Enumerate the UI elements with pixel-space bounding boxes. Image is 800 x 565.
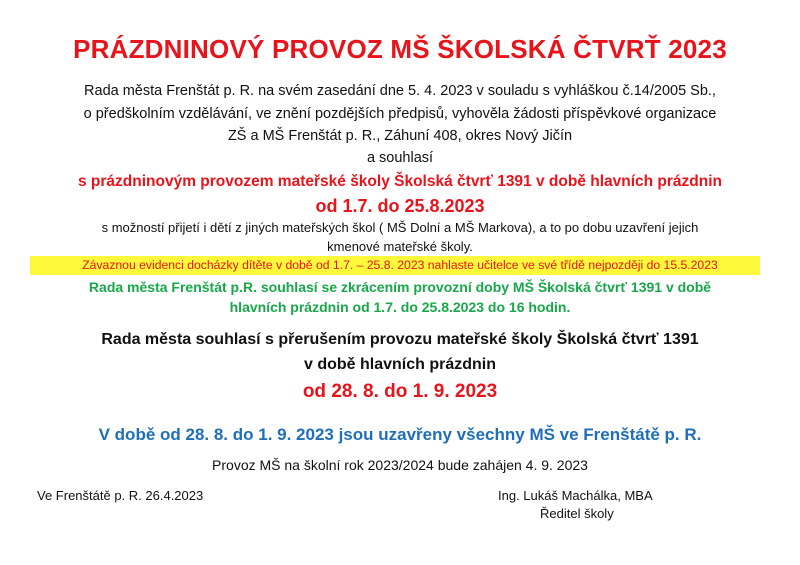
- closure-dates: od 28. 8. do 1. 9. 2023: [302, 381, 498, 402]
- summer-operation-line: s prázdninovým provozem mateřské školy Školská čtvrť 1391 v době hlavních prázdnin: [77, 173, 723, 190]
- interruption-line-2: v době hlavních prázdnin: [303, 356, 497, 373]
- intro-line-3: ZŠ a MŠ Frenštát p. R., Záhuní 408, okres Nový Jičín: [227, 128, 573, 144]
- note-line-1: s možností přijetí i dětí z jiných mateřských škol ( MŠ Dolní a MŠ Markova), a to po dobu uzavření jejich: [101, 220, 699, 235]
- note-line-2: kmenové mateřské školy.: [327, 239, 473, 254]
- signatory-name: Ing. Lukáš Machálka, MBA: [498, 488, 653, 503]
- intro-line-2: o předškolním vzdělávání, ve znění pozdějších předpisů, vyhověla žádosti příspěvkové organizace: [83, 106, 717, 122]
- intro-line-1: Rada města Frenštát p. R. na svém zasedání dne 5. 4. 2023 v souladu s vyhláškou č.14/2005 Sb.,: [84, 83, 716, 99]
- shortened-hours-line-1: Rada města Frenštát p.R. souhlasí se zkrácením provozní doby MŠ Školská čtvrť 1391 v době: [88, 279, 712, 295]
- document-title: PRÁZDNINOVÝ PROVOZ MŠ ŠKOLSKÁ ČTVRŤ 2023: [73, 34, 727, 64]
- intro-line-4: a souhlasí: [366, 150, 434, 166]
- summer-operation-dates: od 1.7. do 25.8.2023: [315, 196, 485, 216]
- attendance-deadline-notice: Závaznou evidenci docházky dítěte v době od 1.7. – 25.8. 2023 nahlaste učitelce ve své třídě nejpozději do 15.5.2023: [82, 258, 718, 272]
- shortened-hours-line-2: hlavních prázdnin od 1.7. do 25.8.2023 do 16 hodin.: [229, 299, 571, 315]
- place-and-date: Ve Frenštátě p. R. 26.4.2023: [37, 488, 204, 503]
- interruption-line-1: Rada města souhlasí s přerušením provozu mateřské školy Školská čtvrť 1391: [101, 331, 699, 348]
- all-closed-notice: V době od 28. 8. do 1. 9. 2023 jsou uzavřeny všechny MŠ ve Frenštátě p. R.: [98, 425, 702, 444]
- school-year-start: Provoz MŠ na školní rok 2023/2024 bude zahájen 4. 9. 2023: [212, 457, 588, 473]
- signatory-role: Ředitel školy: [540, 506, 614, 521]
